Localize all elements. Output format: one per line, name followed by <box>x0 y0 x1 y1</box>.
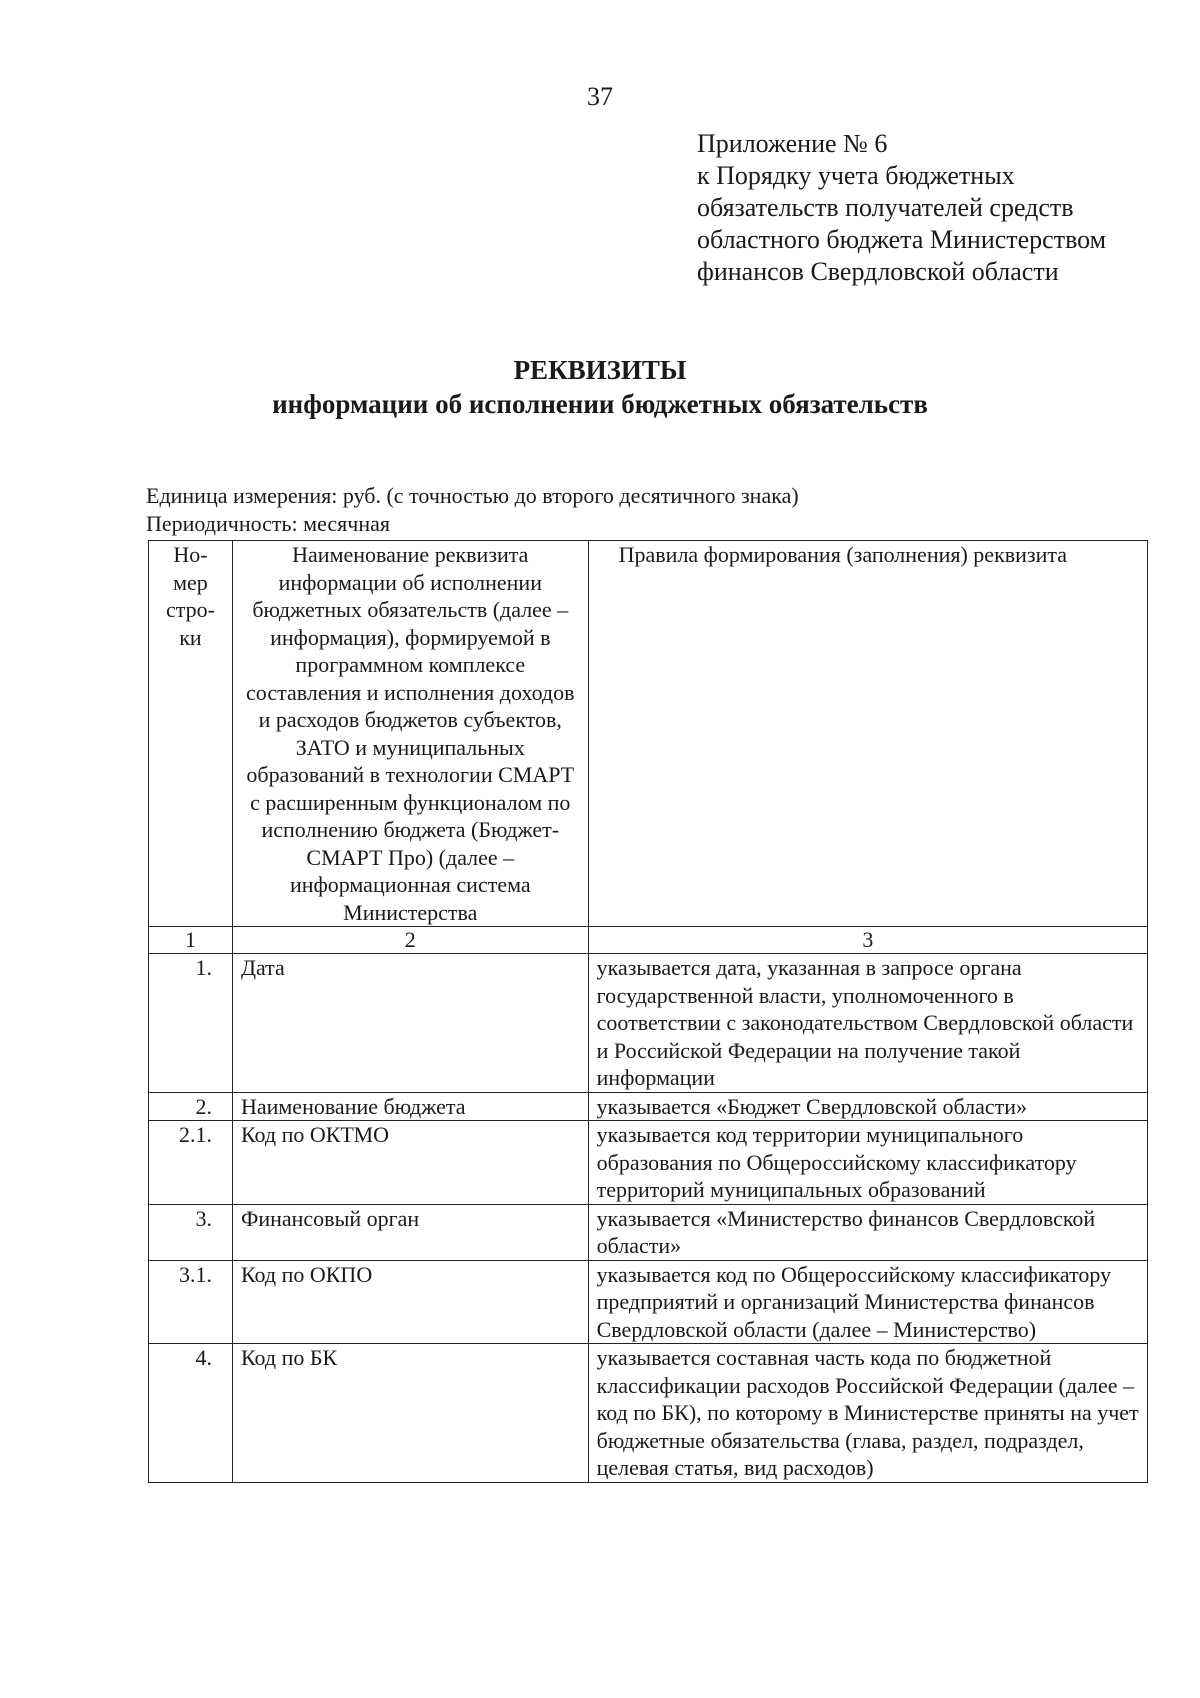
table-row <box>149 1344 1148 1483</box>
title-main: РЕКВИЗИТЫ <box>513 355 687 385</box>
appendix-line: Приложение № 6 <box>697 129 888 158</box>
row-number: 1. <box>149 954 233 1093</box>
appendix-line: областного бюджета Министерством <box>697 225 1107 254</box>
table-row <box>149 1092 1148 1121</box>
column-number: 1 <box>149 927 233 954</box>
column-number: 2 <box>232 927 588 954</box>
document-title <box>0 353 1200 421</box>
table-row <box>149 1121 1148 1205</box>
appendix-line: обязательств получателей средств <box>697 193 1074 222</box>
row-rule: указывается код территории муниципального образования по Общероссийскому классификатору территорий муниципальных образований <box>588 1121 1147 1205</box>
row-requisite-name: Код по ОКТМО <box>232 1121 588 1205</box>
page-number: 37 <box>587 82 613 111</box>
periodicity: Периодичность: месячная <box>146 511 391 536</box>
column-numbering-row <box>149 927 1148 954</box>
row-number: 3. <box>149 1204 233 1260</box>
row-number: 3.1. <box>149 1260 233 1344</box>
appendix-note <box>697 128 1177 288</box>
row-number: 4. <box>149 1344 233 1483</box>
header-row-number-line: ки <box>179 624 202 650</box>
row-rule: указывается дата, указанная в запросе органа государственной власти, уполномоченного в соответствии с законодательством Свердловской области и Российской Федерации на получение такой информации <box>588 954 1147 1093</box>
appendix-line: финансов Свердловской области <box>697 257 1059 286</box>
header-requisite-name: Наименование реквизита информации об исполнении бюджетных обязательств (далее – информация), формируемой в программном комплексе составления и исполнения доходов и расходов бюджетов субъектов, ЗАТО и муниципальных образований в технологии СМАРТ с расширенным функционалом по исполнению бюджета (Бюджет-СМАРТ Про) (далее – информационная система Министерства <box>232 541 588 927</box>
row-rule: указывается код по Общероссийскому классификатору предприятий и организаций Министерства финансов Свердловской области (далее – Министерство) <box>588 1260 1147 1344</box>
row-requisite-name: Финансовый орган <box>232 1204 588 1260</box>
row-rule: указывается «Министерство финансов Свердловской области» <box>588 1204 1147 1260</box>
title-subtitle: информации об исполнении бюджетных обязательств <box>272 389 928 419</box>
row-number: 2. <box>149 1092 233 1121</box>
table-meta <box>146 482 799 538</box>
requisites-table <box>148 540 1148 1483</box>
appendix-line: к Порядку учета бюджетных <box>697 161 1015 190</box>
row-number: 2.1. <box>149 1121 233 1205</box>
column-number: 3 <box>588 927 1147 954</box>
row-requisite-name: Код по ОКПО <box>232 1260 588 1344</box>
table-row <box>149 954 1148 1093</box>
header-row-number <box>149 541 233 927</box>
header-formation-rules: Правила формирования (заполнения) реквизита <box>588 541 1147 927</box>
row-requisite-name: Дата <box>232 954 588 1093</box>
table-row <box>149 1260 1148 1344</box>
header-row-number-line: стро- <box>165 597 215 622</box>
table-header-row <box>149 541 1148 927</box>
header-row-number-line: мер <box>173 569 208 595</box>
row-requisite-name: Код по БК <box>232 1344 588 1483</box>
row-rule: указывается «Бюджет Свердловской области» <box>588 1092 1147 1121</box>
row-rule: указывается составная часть кода по бюджетной классификации расходов Российской Федерации (далее – код по БК), по которому в Министерстве приняты на учет бюджетные обязательства (глава, раздел, подраздел, целевая статья, вид расходов) <box>588 1344 1147 1483</box>
unit-of-measure: Единица измерения: руб. (с точностью до второго десятичного знака) <box>146 483 799 508</box>
table-row <box>149 1204 1148 1260</box>
row-requisite-name: Наименование бюджета <box>232 1092 588 1121</box>
header-row-number-line: Но- <box>173 542 208 567</box>
